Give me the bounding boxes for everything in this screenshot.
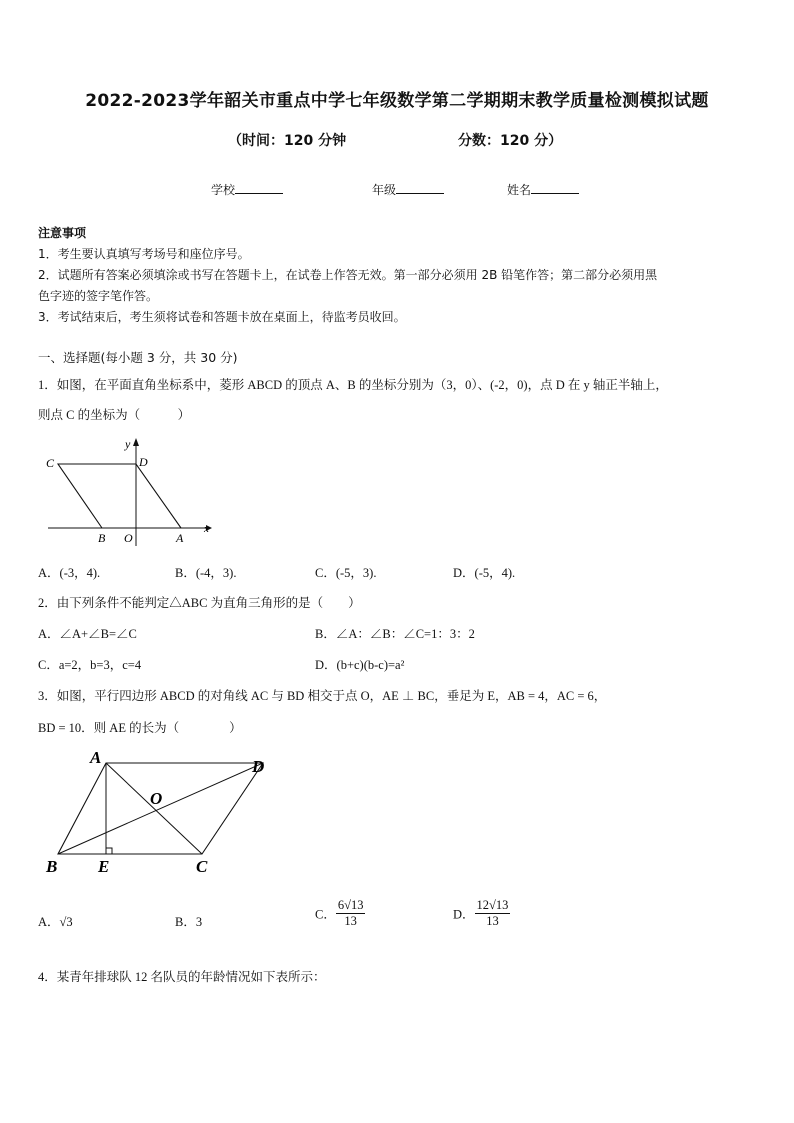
fraction-numerator: 6√13 <box>337 898 364 912</box>
q3-option-b[interactable]: B．3 <box>175 915 203 929</box>
name-blank[interactable] <box>531 181 579 194</box>
q1-option-b[interactable]: B．(-4，3). <box>175 566 237 580</box>
label-e: E <box>98 857 110 876</box>
note-item: 色字迹的签字笔作答。 <box>38 289 159 303</box>
q1-stem-line2: 则点 C 的坐标为（ ） <box>38 408 191 422</box>
fraction-numerator: 12√13 <box>476 898 509 912</box>
label-a: A <box>90 748 102 767</box>
q4-stem: 4．某青年排球队 12 名队员的年龄情况如下表所示： <box>38 970 326 984</box>
label-b: B <box>98 531 106 545</box>
grade-blank[interactable] <box>396 181 444 194</box>
label-c: C <box>196 857 208 876</box>
q1-option-c[interactable]: C．(-5，3). <box>315 566 377 580</box>
q3-figure <box>40 745 275 880</box>
section-heading: 一、选择题(每小题 3 分，共 30 分) <box>38 350 238 365</box>
q3-option-d-fraction <box>475 898 511 929</box>
label-x: x <box>204 523 209 535</box>
q1-stem-line1: 1．如图，在平面直角坐标系中，菱形 ABCD 的顶点 A、B 的坐标分别为（3，0）、(-2，0)，点 D 在 y 轴正半轴上， <box>38 378 668 392</box>
grade-field[interactable] <box>372 181 444 198</box>
q3-option-c-prefix: C． <box>315 907 336 922</box>
q3-option-c-fraction <box>336 898 366 929</box>
name-label: 姓名 <box>507 183 532 197</box>
school-label: 学校 <box>211 183 236 197</box>
note-item: 3．考试结束后，考生须将试卷和答题卡放在桌面上，待监考员收回。 <box>38 310 406 324</box>
q2-option-d[interactable]: D．(b+c)(b-c)=a² <box>315 658 405 672</box>
label-b: B <box>46 857 58 876</box>
label-o: O <box>124 531 133 545</box>
y-axis-arrow <box>133 438 139 446</box>
exam-score: 分数：120 分） <box>458 133 563 149</box>
school-field[interactable] <box>211 181 283 198</box>
label-o: O <box>150 789 163 808</box>
right-angle-mark <box>106 848 112 854</box>
q3-option-a[interactable]: A．√3 <box>38 915 73 929</box>
q1-option-a[interactable]: A．(-3，4). <box>38 566 101 580</box>
grade-label: 年级 <box>372 183 397 197</box>
exam-time: （时间：120 分钟 <box>228 133 347 149</box>
label-y: y <box>125 437 131 451</box>
q3-option-d[interactable] <box>453 898 510 929</box>
label-d: D <box>139 455 148 469</box>
note-item: 2．试题所有答案必须填涂或书写在答题卡上，在试卷上作答无效。第一部分必须用 2B 铅笔作答；第二部分必须用黑 <box>38 268 658 282</box>
q3-stem-line1: 3．如图，平行四边形 ABCD 的对角线 AC 与 BD 相交于点 O，AE ⊥ BC，垂足为 E，AB = 4，AC = 6， <box>38 689 607 703</box>
page-title: 2022-2023学年韶关市重点中学七年级数学第二学期期末教学质量检测模拟试题 <box>85 91 709 111</box>
rhombus-abcd <box>58 464 181 528</box>
diagonal-ac <box>106 763 202 854</box>
q2-option-a[interactable]: A．∠A+∠B=∠C <box>38 627 137 641</box>
label-a: A <box>176 531 184 545</box>
fraction-denominator: 13 <box>486 914 499 928</box>
notes-heading: 注意事项 <box>38 226 87 240</box>
name-field[interactable] <box>507 181 579 198</box>
label-d: D <box>252 757 265 776</box>
q3-option-d-prefix: D． <box>453 907 475 922</box>
q3-option-c[interactable] <box>315 898 365 929</box>
q2-option-b[interactable]: B．∠A：∠B：∠C=1：3：2 <box>315 627 475 641</box>
school-blank[interactable] <box>235 181 283 194</box>
q1-figure <box>40 434 220 552</box>
q3-stem-line2: BD = 10．则 AE 的长为（ ） <box>38 721 242 735</box>
q1-option-d[interactable]: D．(-5，4). <box>453 566 516 580</box>
label-c: C <box>46 456 55 470</box>
note-item: 1．考生要认真填写考场号和座位序号。 <box>38 247 250 261</box>
q2-stem: 2．由下列条件不能判定△ABC 为直角三角形的是（ ） <box>38 596 361 610</box>
fraction-denominator: 13 <box>344 914 357 928</box>
q2-option-c[interactable]: C．a=2，b=3，c=4 <box>38 658 142 672</box>
